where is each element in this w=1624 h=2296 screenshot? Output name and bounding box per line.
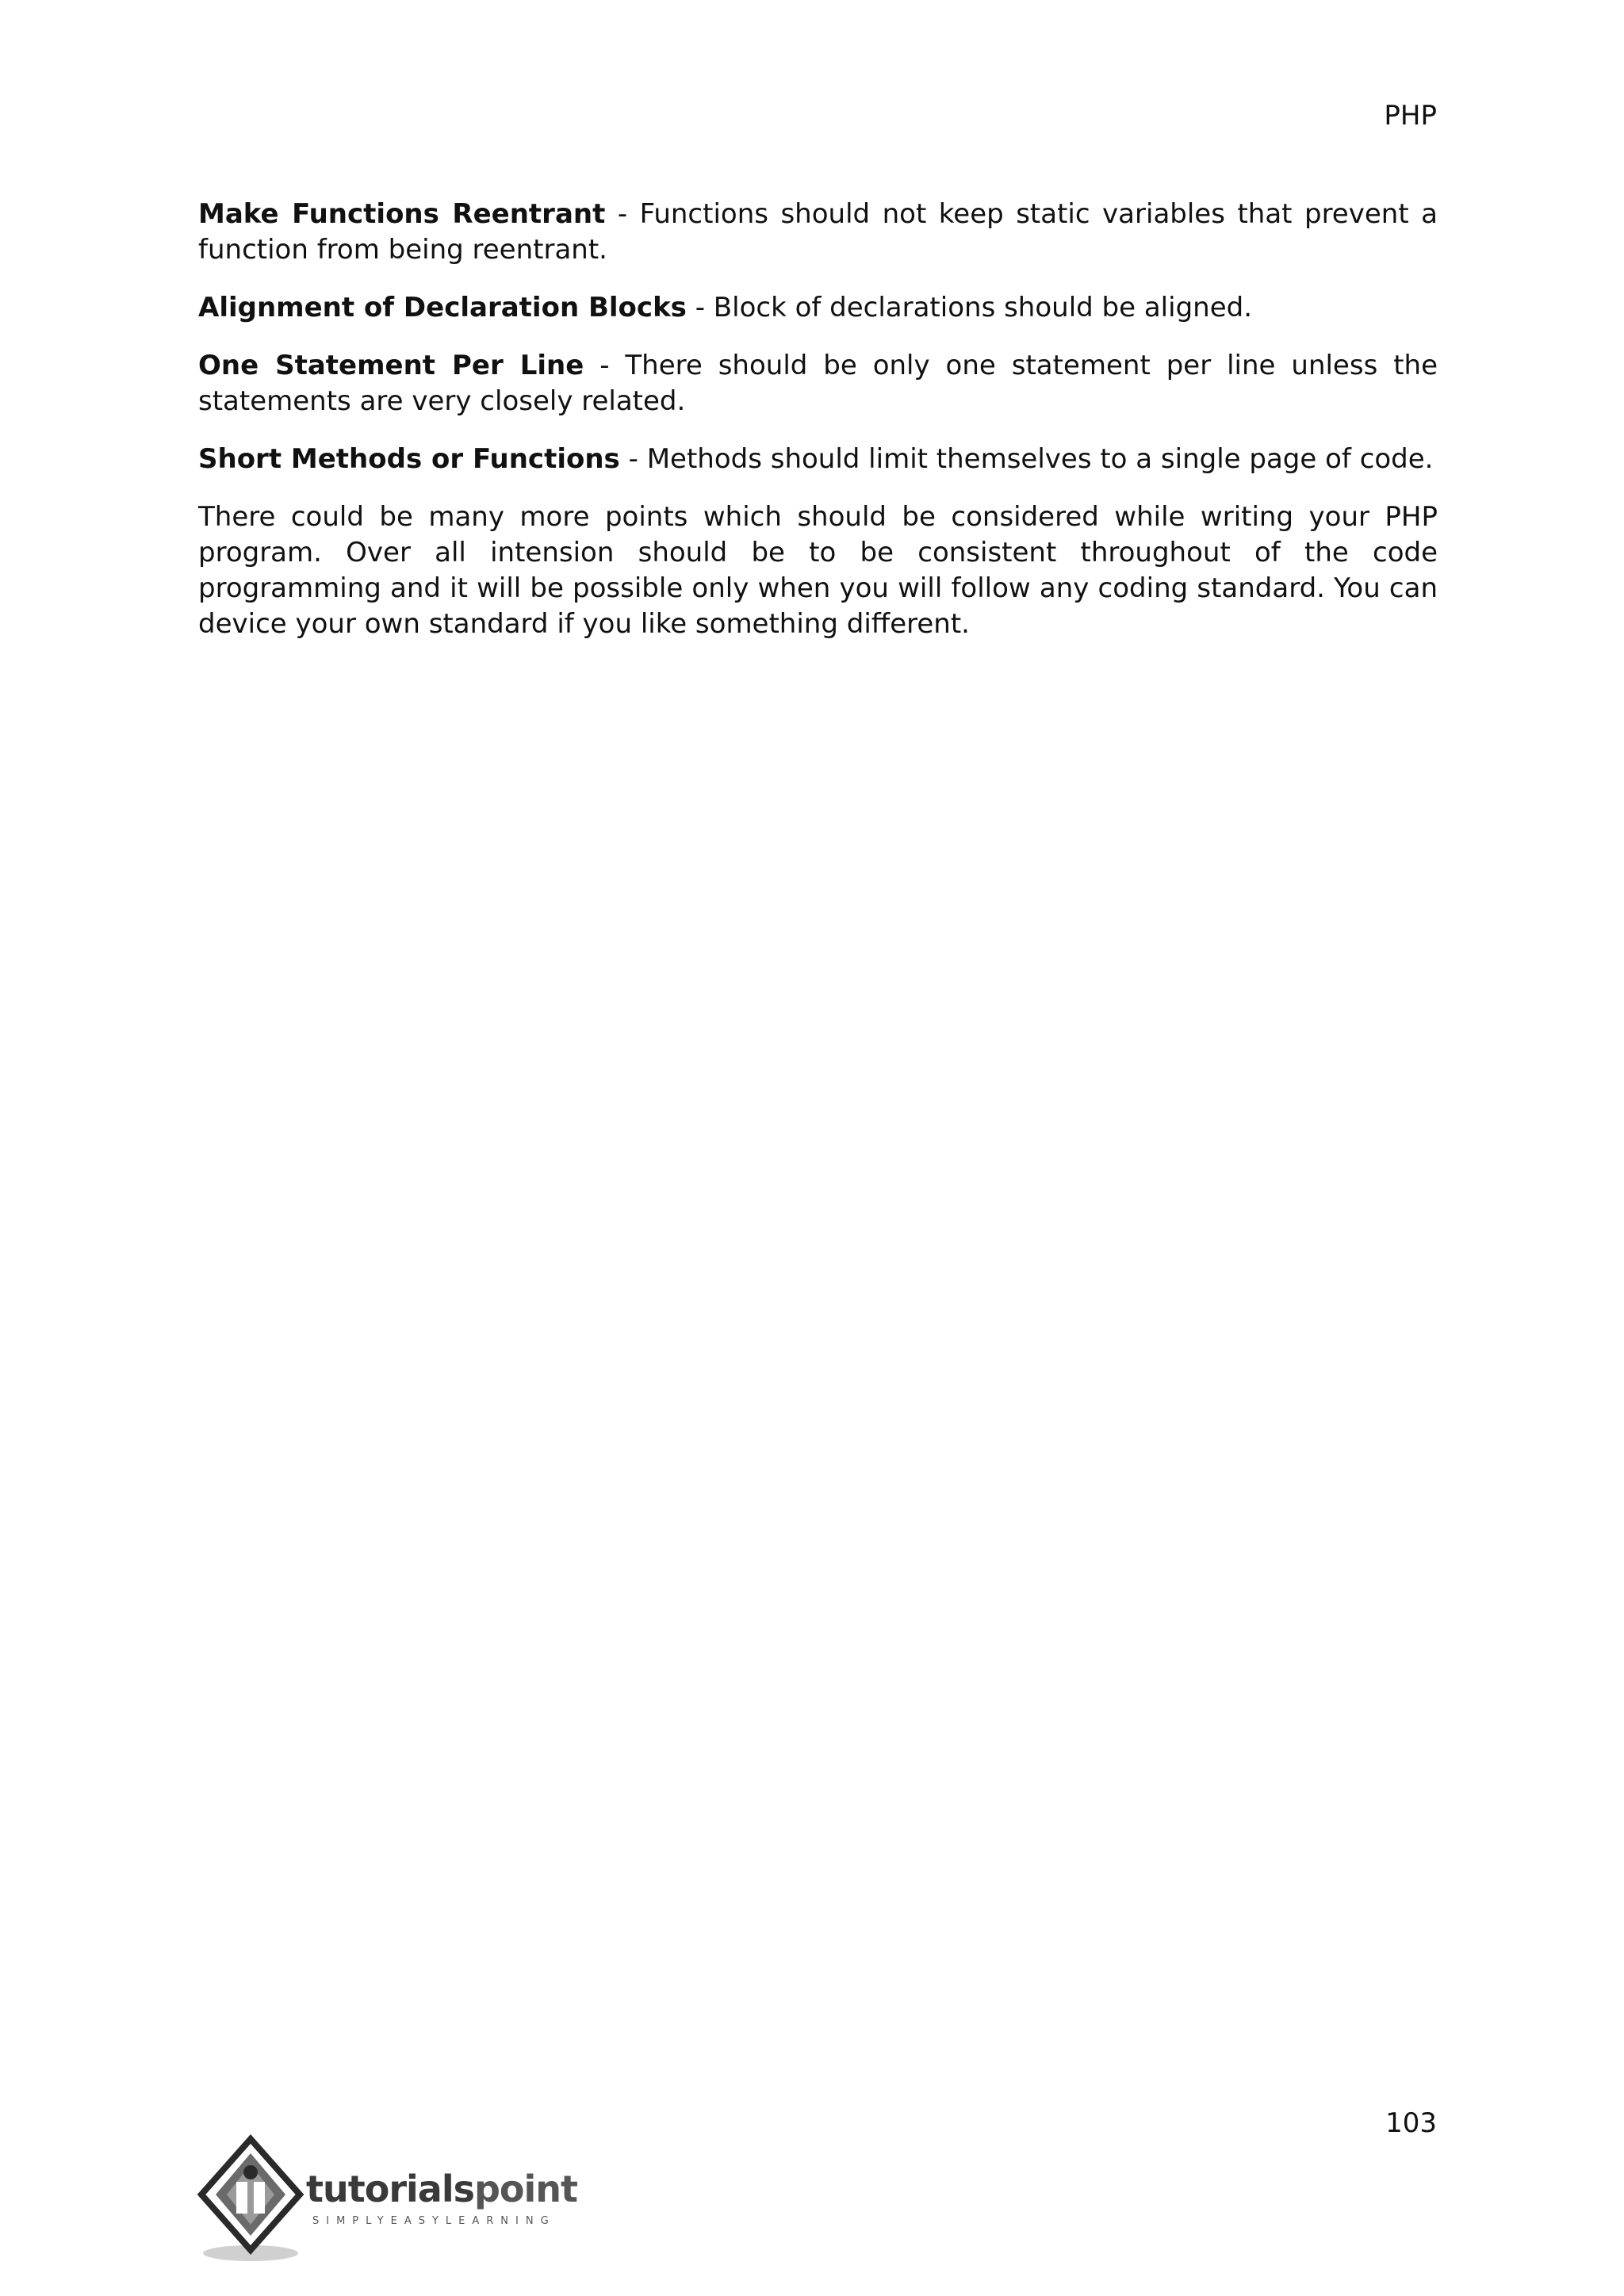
body-text: There could be many more points which should be considered while writing your PHP program. Over all intension should be to be consistent throughout of the code programming and it will be possible only when you will follow any coding standard. You can device your own standard if you like something different. <box>198 501 1438 640</box>
paragraph-conclusion <box>198 499 1438 642</box>
logo-tagline: SIMPLYEASYLEARNING <box>312 2215 556 2227</box>
paragraph-alignment <box>198 290 1438 326</box>
paragraph-short-methods <box>198 442 1438 477</box>
paragraph-reentrant <box>198 197 1438 268</box>
term-description: - Block of declarations should be aligned. <box>686 292 1253 323</box>
logo-wordmark-part1: tutorials <box>306 2168 474 2210</box>
paragraph-one-statement <box>198 348 1438 419</box>
term-description: - Methods should limit themselves to a single page of code. <box>619 443 1434 475</box>
tutorialspoint-logo <box>195 2133 607 2267</box>
logo-diamond-icon <box>195 2133 306 2267</box>
term-label: Make Functions Reentrant <box>198 198 606 230</box>
term-description: - There should be only one statement per line unless the statements are very closely related. <box>198 350 1438 417</box>
term-description: - Functions should not keep static variables that prevent a function from being reentrant. <box>198 198 1438 266</box>
page-number: 103 <box>1385 2107 1437 2139</box>
page-header-title: PHP <box>1384 100 1437 132</box>
logo-wordmark <box>306 2169 577 2209</box>
term-label: Alignment of Declaration Blocks <box>198 292 687 323</box>
page-content <box>198 197 1438 664</box>
logo-wordmark-part2: point <box>473 2168 578 2210</box>
term-label: Short Methods or Functions <box>198 443 620 475</box>
term-label: One Statement Per Line <box>198 350 584 381</box>
